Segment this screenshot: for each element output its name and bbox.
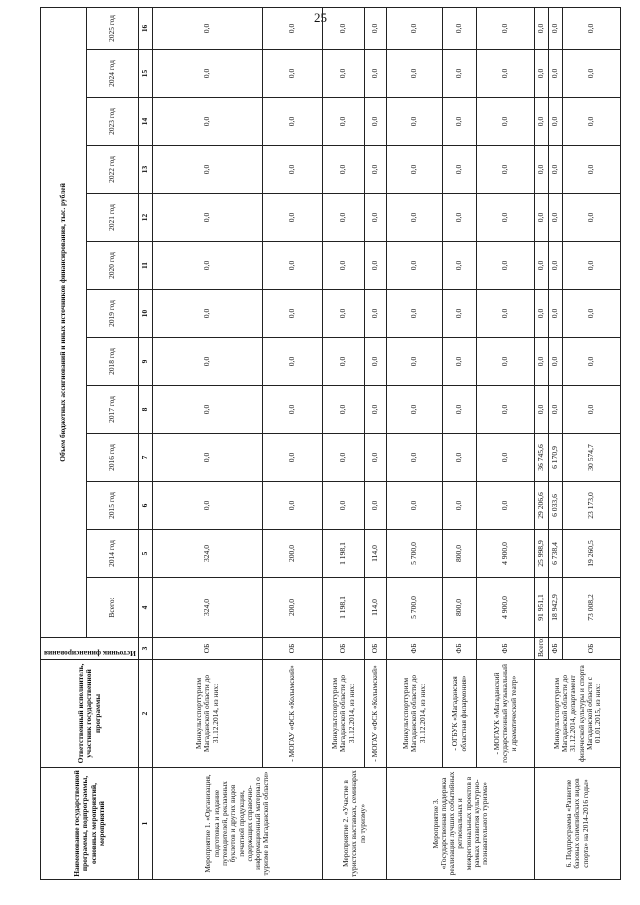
row-year-value: 0,0 (443, 98, 477, 146)
row-year-value: 0,0 (263, 434, 323, 482)
row-year-value: 4 900,0 (477, 530, 535, 578)
table-row (365, 7, 387, 879)
row-executor: - МОГАУ «ФСК «Колымский» (263, 660, 323, 768)
row-year-value: 0,0 (549, 338, 563, 386)
row-year-value: 0,0 (387, 7, 443, 49)
row-year-value: 0,0 (443, 194, 477, 242)
row-funding-source: ОБ (365, 638, 387, 660)
row-year-value: 0,0 (563, 194, 621, 242)
row-year-value: 0,0 (153, 338, 263, 386)
header-year: 2022 год (87, 146, 139, 194)
row-year-value: 1 198,1 (323, 530, 365, 578)
row-year-value: 0,0 (535, 50, 549, 98)
header-year: 2018 год (87, 338, 139, 386)
row-year-value: 0,0 (535, 146, 549, 194)
row-year-value: 0,0 (535, 290, 549, 338)
row-year-value: 0,0 (563, 50, 621, 98)
row-year-value: 0,0 (443, 290, 477, 338)
header-total: Всего: (87, 578, 139, 638)
row-year-value: 6 738,4 (549, 530, 563, 578)
row-year-value: 0,0 (477, 194, 535, 242)
col-number: 5 (139, 530, 153, 578)
row-program-name: 6. Подпрограмма «Развитие базовых олимпийских видов спорта» на 2014-2016 годы» (535, 768, 621, 880)
table-row (443, 7, 477, 879)
row-year-value: 0,0 (365, 98, 387, 146)
header-year: 2017 год (87, 386, 139, 434)
row-year-value: 0,0 (477, 386, 535, 434)
row-total-value: 4 900,0 (477, 578, 535, 638)
row-year-value: 0,0 (263, 194, 323, 242)
row-year-value: 0,0 (535, 7, 549, 49)
row-funding-source: ОБ (263, 638, 323, 660)
row-year-value: 0,0 (365, 482, 387, 530)
row-year-value: 0,0 (443, 338, 477, 386)
col-number: 1 (139, 768, 153, 880)
col-number: 12 (139, 194, 153, 242)
row-year-value: 0,0 (153, 146, 263, 194)
row-total-value: 1 198,1 (323, 578, 365, 638)
row-total-value: 18 942,9 (549, 578, 563, 638)
row-year-value: 0,0 (323, 386, 365, 434)
row-funding-source: Всего: (535, 638, 549, 660)
row-year-value: 0,0 (387, 50, 443, 98)
row-year-value: 0,0 (477, 242, 535, 290)
row-year-value: 0,0 (443, 386, 477, 434)
budget-table-rotated (40, 10, 603, 880)
row-executor: Минкультспорттуризм Магаданской области до 31.12.2014, из них: (387, 660, 443, 768)
col-number: 11 (139, 242, 153, 290)
row-year-value: 0,0 (387, 194, 443, 242)
row-year-value: 0,0 (365, 50, 387, 98)
col-number: 6 (139, 482, 153, 530)
row-year-value: 0,0 (477, 290, 535, 338)
row-year-value: 0,0 (549, 7, 563, 49)
row-year-value: 0,0 (263, 290, 323, 338)
row-year-value: 0,0 (477, 482, 535, 530)
row-year-value: 0,0 (563, 386, 621, 434)
row-total-value: 73 008,2 (563, 578, 621, 638)
row-year-value: 0,0 (443, 146, 477, 194)
header-year: 2023 год (87, 98, 139, 146)
row-executor: Минкультспорттуризм Магаданской области до 31.12.2014, из них: (323, 660, 365, 768)
row-year-value: 0,0 (263, 146, 323, 194)
col-number: 15 (139, 50, 153, 98)
row-year-value: 0,0 (323, 482, 365, 530)
row-year-value: 0,0 (535, 242, 549, 290)
row-year-value: 0,0 (443, 434, 477, 482)
row-year-value: 0,0 (563, 242, 621, 290)
col-number: 7 (139, 434, 153, 482)
row-year-value: 0,0 (387, 482, 443, 530)
budget-table (40, 7, 621, 880)
row-year-value: 200,0 (263, 530, 323, 578)
row-funding-source: ФБ (443, 638, 477, 660)
row-year-value: 0,0 (263, 338, 323, 386)
row-year-value: 0,0 (563, 146, 621, 194)
row-year-value: 0,0 (477, 50, 535, 98)
row-total-value: 5 700,0 (387, 578, 443, 638)
row-year-value: 0,0 (323, 98, 365, 146)
header-year: 2021 год (87, 194, 139, 242)
row-year-value: 0,0 (323, 194, 365, 242)
row-year-value: 0,0 (323, 146, 365, 194)
col-number: 3 (139, 638, 153, 660)
row-year-value: 0,0 (535, 194, 549, 242)
row-year-value: 0,0 (263, 386, 323, 434)
row-year-value: 324,0 (153, 530, 263, 578)
row-year-value: 0,0 (387, 338, 443, 386)
header-year: 2014 год (87, 530, 139, 578)
row-year-value: 0,0 (323, 434, 365, 482)
col-number: 4 (139, 578, 153, 638)
row-total-value: 200,0 (263, 578, 323, 638)
col-number: 9 (139, 338, 153, 386)
row-year-value: 0,0 (387, 242, 443, 290)
row-year-value: 0,0 (153, 386, 263, 434)
row-year-value: 0,0 (563, 290, 621, 338)
row-year-value: 0,0 (535, 386, 549, 434)
header-year: 2015 год (87, 482, 139, 530)
row-year-value: 0,0 (477, 338, 535, 386)
header-year: 2025 год (87, 7, 139, 49)
row-year-value: 0,0 (323, 290, 365, 338)
row-year-value: 0,0 (443, 50, 477, 98)
row-executor: - МОГАУ «ФСК «Колымский» (365, 660, 387, 768)
row-year-value: 0,0 (153, 50, 263, 98)
row-total-value: 324,0 (153, 578, 263, 638)
header-year: 2019 год (87, 290, 139, 338)
header-source-text: Источник финансирования (43, 649, 136, 658)
row-year-value: 0,0 (323, 338, 365, 386)
row-year-value: 0,0 (323, 242, 365, 290)
row-executor: Минкультспорттуризм Магаданской области до 31.12.2014, из них: (153, 660, 263, 768)
row-year-value: 0,0 (549, 98, 563, 146)
row-year-value: 0,0 (323, 50, 365, 98)
column-numbers-row (139, 7, 153, 879)
col-number: 10 (139, 290, 153, 338)
row-year-value: 0,0 (263, 7, 323, 49)
col-number: 13 (139, 146, 153, 194)
row-year-value: 0,0 (477, 7, 535, 49)
header-executor: Ответственный исполнитель, участник государственной программы (41, 660, 139, 768)
row-total-value: 114,0 (365, 578, 387, 638)
row-year-value: 0,0 (263, 98, 323, 146)
row-funding-source: ОБ (563, 638, 621, 660)
row-total-value: 800,0 (443, 578, 477, 638)
row-year-value: 0,0 (387, 434, 443, 482)
row-program-name: Мероприятие 1. «Организация, подготовка и издание путеводителей, рекламных буклетов и других видов печатной продукции, содержащих справочно-информационный материал о туризме в Магаданской области» (153, 768, 323, 880)
row-funding-source: ФБ (549, 638, 563, 660)
row-year-value: 0,0 (549, 194, 563, 242)
row-year-value: 36 745,6 (535, 434, 549, 482)
row-year-value: 0,0 (263, 242, 323, 290)
col-number: 16 (139, 7, 153, 49)
row-year-value: 0,0 (365, 146, 387, 194)
row-year-value: 0,0 (365, 386, 387, 434)
row-year-value: 114,0 (365, 530, 387, 578)
table-row (535, 7, 549, 879)
row-year-value: 6 170,9 (549, 434, 563, 482)
row-year-value: 0,0 (563, 338, 621, 386)
row-year-value: 0,0 (477, 434, 535, 482)
table-row (263, 7, 323, 879)
row-year-value: 0,0 (477, 146, 535, 194)
row-year-value: 0,0 (549, 146, 563, 194)
header-year: 2016 год (87, 434, 139, 482)
row-year-value: 0,0 (263, 50, 323, 98)
row-year-value: 0,0 (563, 7, 621, 49)
row-year-value: 0,0 (365, 434, 387, 482)
row-year-value: 0,0 (443, 482, 477, 530)
row-year-value: 0,0 (153, 7, 263, 49)
row-year-value: 30 574,7 (563, 434, 621, 482)
row-year-value: 6 033,6 (549, 482, 563, 530)
row-year-value: 0,0 (387, 146, 443, 194)
row-year-value: 0,0 (263, 482, 323, 530)
col-number: 8 (139, 386, 153, 434)
row-year-value: 0,0 (549, 50, 563, 98)
row-executor: - МОГАУК «Магаданский государственный музыкальный и драматический театр» (477, 660, 535, 768)
col-number: 14 (139, 98, 153, 146)
row-funding-source: ОБ (323, 638, 365, 660)
row-year-value: 0,0 (443, 242, 477, 290)
header-year: 2024 год (87, 50, 139, 98)
row-executor: - ОГБУК «Магаданская областная филармония» (443, 660, 477, 768)
row-funding-source: ФБ (387, 638, 443, 660)
row-year-value: 0,0 (477, 98, 535, 146)
row-year-value: 0,0 (365, 7, 387, 49)
row-program-name: Мероприятие 2. «Участие в туристских выставках, семинарах по туризму» (323, 768, 387, 880)
row-year-value: 0,0 (365, 194, 387, 242)
row-year-value: 0,0 (323, 7, 365, 49)
row-year-value: 0,0 (387, 98, 443, 146)
row-year-value: 0,0 (443, 7, 477, 49)
header-source (41, 638, 139, 660)
row-year-value: 0,0 (365, 290, 387, 338)
row-year-value: 23 173,0 (563, 482, 621, 530)
row-year-value: 0,0 (549, 386, 563, 434)
row-year-value: 19 260,5 (563, 530, 621, 578)
row-funding-source: ФБ (477, 638, 535, 660)
row-year-value: 0,0 (387, 290, 443, 338)
col-number: 2 (139, 660, 153, 768)
row-year-value: 0,0 (549, 242, 563, 290)
row-year-value: 0,0 (153, 194, 263, 242)
row-year-value: 0,0 (153, 434, 263, 482)
row-year-value: 0,0 (153, 290, 263, 338)
row-total-value: 91 951,1 (535, 578, 549, 638)
table-row (387, 7, 443, 879)
row-year-value: 0,0 (549, 290, 563, 338)
row-year-value: 0,0 (387, 386, 443, 434)
row-year-value: 0,0 (153, 482, 263, 530)
table-row (477, 7, 535, 879)
row-year-value: 0,0 (563, 98, 621, 146)
page-number: 25 (314, 10, 327, 25)
table-row (323, 7, 365, 879)
row-program-name: Мероприятие 3. «Государственная поддержка реализации лучших событийных региональных и межрегиональных проектов в рамках развития культурно-познавательного туризма» (387, 768, 535, 880)
row-year-value: 0,0 (535, 338, 549, 386)
row-year-value: 800,0 (443, 530, 477, 578)
row-executor: Минкультспорттуризм Магаданской области до 31.12.2014, департамент физической культуры и спорта Магаданской области с 01.01.2015, из них: (535, 660, 621, 768)
row-year-value: 5 700,0 (387, 530, 443, 578)
header-program-name: Наименование государственной программы, подпрограммы, основных мероприятий, мероприятий (41, 768, 139, 880)
row-year-value: 0,0 (535, 98, 549, 146)
table-row (153, 7, 263, 879)
row-year-value: 0,0 (365, 338, 387, 386)
header-funding-group: Объем бюджетных ассигнований и иных источников финансирования, тыс. рублей (41, 7, 87, 637)
row-year-value: 0,0 (153, 242, 263, 290)
row-year-value: 0,0 (153, 98, 263, 146)
header-year: 2020 год (87, 242, 139, 290)
row-funding-source: ОБ (153, 638, 263, 660)
table-body (153, 7, 621, 879)
row-year-value: 0,0 (365, 242, 387, 290)
row-year-value: 25 998,9 (535, 530, 549, 578)
row-year-value: 29 206,6 (535, 482, 549, 530)
